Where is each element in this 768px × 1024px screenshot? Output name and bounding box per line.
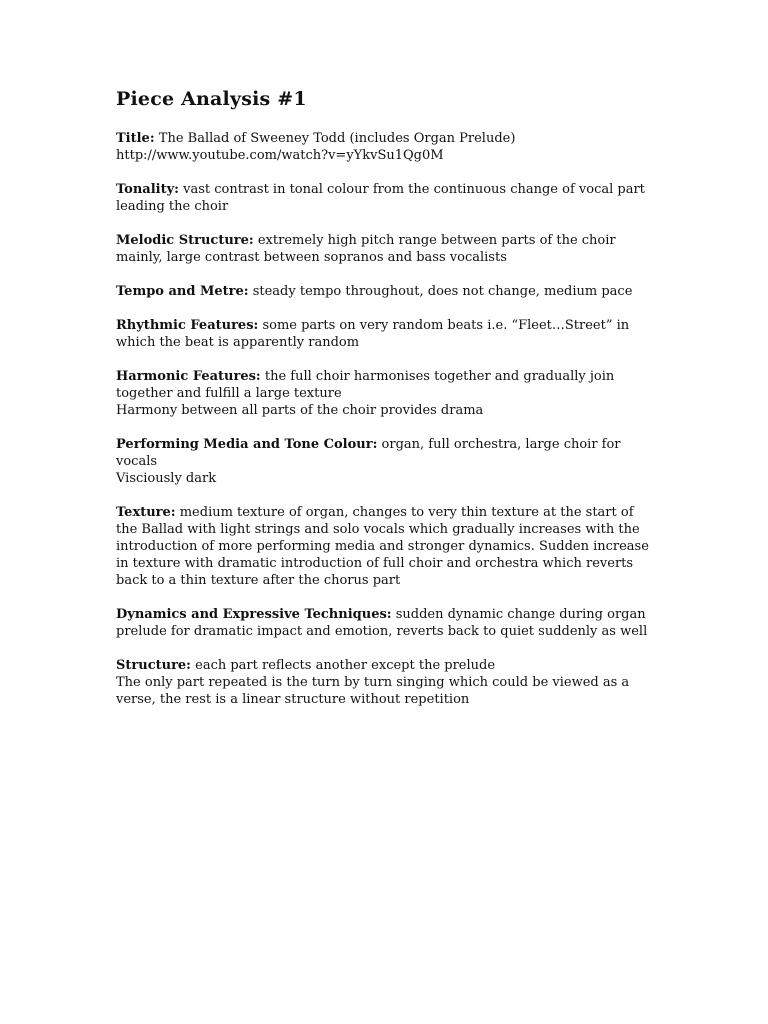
section-extra-line: Harmony between all parts of the choir provides drama: [116, 403, 484, 418]
section-extra-line: The only part repeated is the turn by turn singing which could be viewed as a verse, the rest is a linear structure without repetition: [116, 675, 630, 707]
section-label: Harmonic Features:: [116, 369, 261, 384]
section-texture: [116, 504, 656, 589]
section-text: medium texture of organ, changes to very thin texture at the start of the Ballad with light strings and solo vocals which gradually increases with the introduction of more performing media and stronger dynamics. Sudden increase in texture with dramatic introduction of full choir and orchestra which reverts back to a thin texture after the chorus part: [116, 505, 649, 588]
section-label: Dynamics and Expressive Techniques:: [116, 607, 392, 622]
section-text: each part reflects another except the prelude: [191, 658, 496, 673]
section-performing-media: [116, 436, 656, 487]
section-text: the full choir harmonises together and gradually join together and fulfill a large texture: [116, 369, 615, 401]
section-text: vast contrast in tonal colour from the continuous change of vocal part leading the choir: [116, 182, 645, 214]
section-tempo-metre: [116, 283, 656, 300]
section-text: sudden dynamic change during organ prelude for dramatic impact and emotion, reverts back to quiet suddenly as well: [116, 607, 648, 639]
section-text: The Ballad of Sweeney Todd (includes Organ Prelude): [154, 131, 516, 146]
section-label: Structure:: [116, 658, 191, 673]
section-label: Performing Media and Tone Colour:: [116, 437, 378, 452]
section-label: Rhythmic Features:: [116, 318, 259, 333]
section-harmonic-features: [116, 368, 656, 419]
section-label: Texture:: [116, 505, 176, 520]
section-tonality: [116, 181, 656, 215]
section-structure: [116, 657, 656, 708]
document-page: [116, 88, 656, 725]
section-label: Tempo and Metre:: [116, 284, 249, 299]
document-title: Piece Analysis #1: [116, 88, 307, 110]
section-extra-line: Visciously dark: [116, 471, 217, 486]
section-text: some parts on very random beats i.e. “Fleet…Street” in which the beat is apparently random: [116, 318, 630, 350]
section-text: extremely high pitch range between parts of the choir mainly, large contrast between sopranos and bass vocalists: [116, 233, 616, 265]
section-label: Title:: [116, 131, 155, 146]
section-dynamics: [116, 606, 656, 640]
section-text: organ, full orchestra, large choir for vocals: [116, 437, 621, 469]
video-link[interactable]: http://www.youtube.com/watch?v=yYkvSu1Qg0M: [116, 148, 444, 163]
section-title: [116, 130, 656, 164]
section-label: Melodic Structure:: [116, 233, 254, 248]
section-melodic-structure: [116, 232, 656, 266]
section-label: Tonality:: [116, 182, 179, 197]
section-text: steady tempo throughout, does not change, medium pace: [248, 284, 633, 299]
section-rhythmic-features: [116, 317, 656, 351]
